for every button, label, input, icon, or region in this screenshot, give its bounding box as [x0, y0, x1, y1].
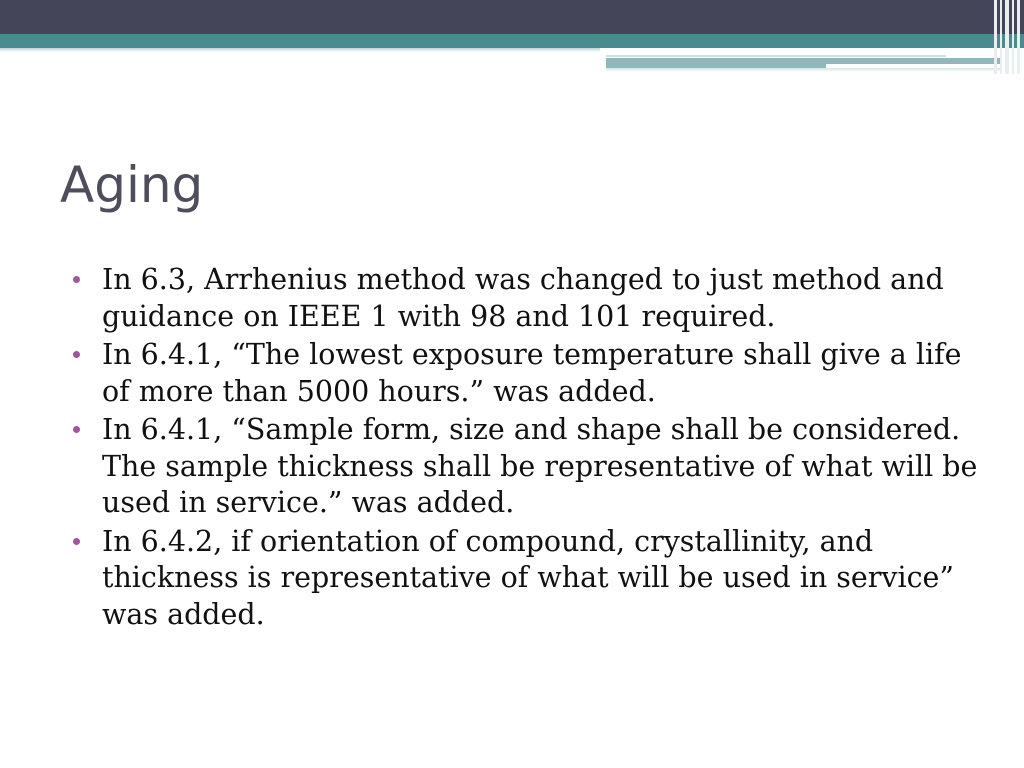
- header-right-line: [606, 55, 946, 57]
- bullet-dot-icon: [73, 426, 80, 433]
- bullet-text: In 6.4.1, “The lowest exposure temperature shall give a life of more than 5000 hours.” was added.: [102, 338, 962, 408]
- bullet-text: In 6.4.1, “Sample form, size and shape shall be considered. The sample thickness shall be representative of what will be used in service.” was added.: [102, 413, 978, 519]
- bullet-item: [72, 337, 992, 410]
- header-band-shadow: [0, 48, 600, 52]
- header-right-shadow: [606, 68, 1000, 72]
- header-band-teal: [0, 34, 1024, 48]
- bullet-dot-icon: [73, 276, 80, 283]
- bullet-item: [72, 262, 992, 335]
- header-band-dark: [0, 0, 1024, 34]
- bullet-dot-icon: [73, 351, 80, 358]
- bullet-list: [72, 262, 992, 635]
- header-stripes: [990, 0, 1024, 74]
- slide-title: Aging: [60, 156, 204, 214]
- bullet-item: [72, 412, 992, 522]
- bullet-dot-icon: [73, 538, 80, 545]
- bullet-text: In 6.4.2, if orientation of compound, crystallinity, and thickness is representative of what will be used in service” was added.: [102, 524, 954, 631]
- bullet-item: [72, 524, 992, 634]
- bullet-text: In 6.3, Arrhenius method was changed to just method and guidance on IEEE 1 with 98 and 101 required.: [102, 263, 944, 333]
